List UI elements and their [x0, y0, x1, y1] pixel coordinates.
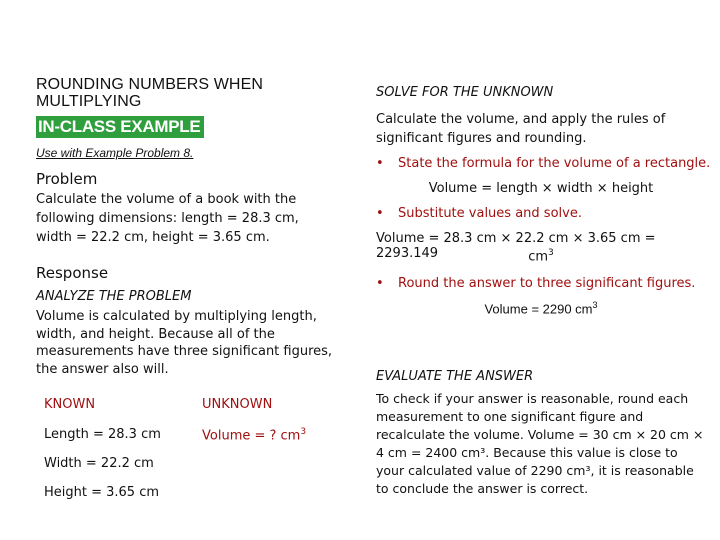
known-length: Length = 28.3 cm — [44, 427, 161, 442]
response-heading: Response — [36, 264, 109, 282]
unknown-volume-exponent: 3 — [300, 427, 307, 437]
known-height: Height = 3.65 cm — [44, 485, 160, 500]
formula-substituted: Volume = 28.3 cm × 22.2 cm × 3.65 cm = 2293.149 — [376, 231, 656, 261]
bullet-round-text: Round the answer to three significant figures. — [398, 276, 696, 291]
analyze-heading: ANALYZE THE PROBLEM — [36, 289, 192, 304]
use-with-note: Use with Example Problem 8. — [36, 146, 194, 160]
formula-unit-exponent: 3 — [548, 248, 554, 258]
in-class-example-badge: IN-CLASS EXAMPLE — [36, 116, 204, 138]
evaluate-heading: EVALUATE THE ANSWER — [376, 369, 534, 384]
bullet-dot-icon: • — [376, 276, 384, 291]
formula-substituted-unit — [376, 248, 706, 264]
evaluate-text: To check if your answer is reasonable, round each measurement to one significant figure and recalculate the volume. Volume = 30 cm × 20 cm × 4 cm = 2400 cm³. Because this value is close to your calculated value of 2290 cm³, it is reasonable to conclude the answer is correct. — [376, 391, 704, 496]
unknown-volume — [202, 427, 306, 443]
problem-heading: Problem — [36, 170, 98, 188]
page-title: ROUNDING NUMBERS WHEN MULTIPLYING — [36, 76, 263, 110]
bullet-substitute — [376, 206, 582, 221]
bullet-dot-icon: • — [376, 206, 384, 221]
bullet-formula-text: State the formula for the volume of a rectangle. — [398, 156, 711, 171]
solve-heading: SOLVE FOR THE UNKNOWN — [376, 85, 554, 100]
formula-volume: Volume = length × width × height — [428, 181, 654, 196]
problem-text: Calculate the volume of a book with the following dimensions: length = 28.3 cm, width = 22.2 cm, height = 3.65 cm. — [36, 192, 299, 245]
bullet-substitute-text: Substitute values and solve. — [398, 206, 582, 221]
result-volume-exponent: 3 — [592, 300, 598, 310]
solve-intro: Calculate the volume, and apply the rules of significant figures and rounding. — [376, 112, 666, 146]
unknown-header: UNKNOWN — [202, 397, 273, 412]
known-width: Width = 22.2 cm — [44, 456, 154, 471]
analyze-text: Volume is calculated by multiplying length, width, and height. Because all of the measurements have three significant figures, the answer also will. — [36, 309, 333, 377]
formula-unit-text: cm — [528, 249, 549, 265]
result-volume-text: Volume = 2290 cm — [484, 301, 593, 317]
bullet-dot-icon: • — [376, 156, 384, 171]
unknown-volume-text: Volume = ? cm — [202, 428, 301, 444]
bullet-round — [376, 276, 695, 291]
known-header: KNOWN — [44, 397, 96, 412]
result-volume — [376, 300, 706, 316]
bullet-formula — [376, 156, 710, 171]
